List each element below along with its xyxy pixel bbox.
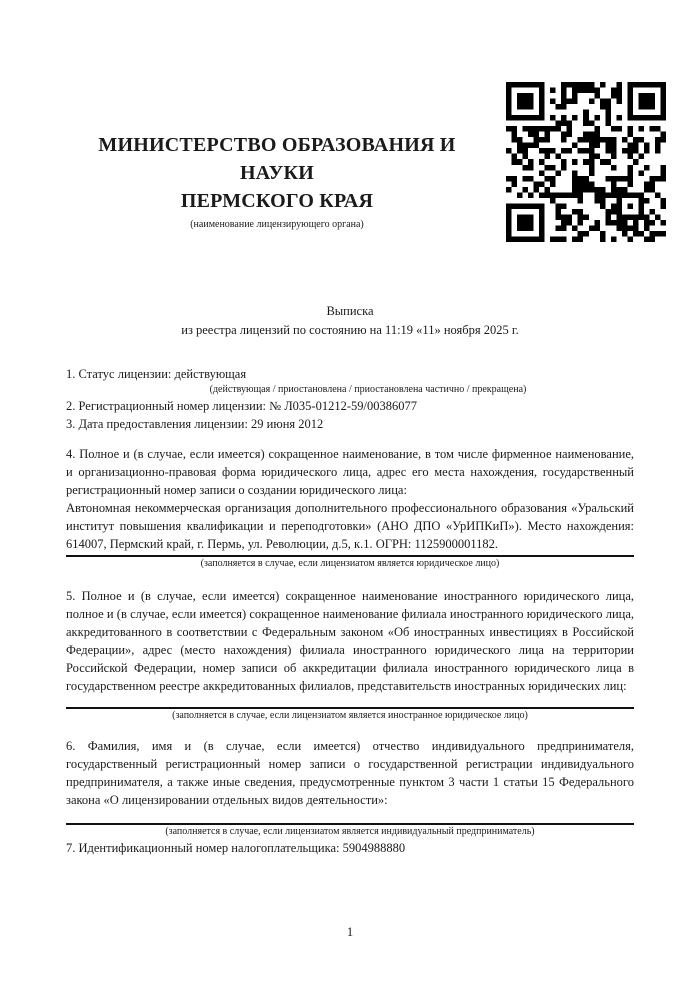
item-4-legal-entity-block	[66, 445, 634, 571]
page-number: 1	[346, 925, 354, 939]
item-4-legal-entity-value: Автономная некоммерческая организация дополнительного профессионального образования «Уральский институт повышения квалификации и переподготовки» (АНО ДПО «УрИПКиП»). Место нахождения: 614007, Пермский край, г. Пермь, ул. Революции, д.5, к.1. ОГРН: 1125900001182.	[66, 501, 634, 551]
item-5-foreign-entity-block	[66, 587, 634, 723]
item-6-entrepreneur-label: 6. Фамилия, имя и (в случае, если имеется) отчество индивидуального предпринимателя, государственный регистрационный номер записи о государственной регистрации индивидуального предпринимателя, а также иные сведения, предусмотренные пунктом 3 части 1 статьи 15 Федерального закона «О лицензировании отдельных видов деятельности»:	[66, 739, 634, 807]
item-4-fill-caption: (заполняется в случае, если лицензиатом является юридическое лицо)	[200, 558, 500, 569]
qr-code	[506, 82, 666, 242]
item-3-grant-date: 3. Дата предоставления лицензии: 29 июня 2012	[66, 417, 324, 431]
ministry-name-line1: МИНИСТЕРСТВО ОБРАЗОВАНИЯ И НАУКИ	[98, 134, 456, 184]
licensing-authority-header	[62, 131, 492, 232]
item-4-legal-entity-label: 4. Полное и (в случае, если имеется) сокращенное наименование, в том числе фирменное наименование, и организационно-правовая форма юридического лица, адрес его места нахождения, государственный регистрационный номер записи о создании юридического лица:	[66, 447, 634, 497]
ministry-name-line2: ПЕРМСКОГО КРАЯ	[180, 190, 374, 212]
item-6-fill-caption: (заполняется в случае, если лицензиатом является индивидуальный предприниматель)	[165, 826, 535, 837]
item-6-entrepreneur-block	[66, 737, 634, 839]
document-body	[66, 365, 634, 857]
item-7-taxpayer-number: 7. Идентификационный номер налогоплательщика: 5904988880	[66, 841, 406, 855]
title-line2: из реестра лицензий по состоянию на 11:19 «11» ноября 2025 г.	[181, 323, 519, 337]
item-1-license-status: 1. Статус лицензии: действующая	[66, 367, 247, 381]
document-title	[66, 302, 634, 340]
item-2-registration-number: 2. Регистрационный номер лицензии: № Л035-01212-59/00386077	[66, 399, 417, 413]
item-5-foreign-entity-label: 5. Полное и (в случае, если имеется) сокращенное наименование иностранного юридического лица, полное и (в случае, если имеется) сокращенное наименование филиала иностранного юридического лица, аккредитованного в соответствии с Федеральным законом «Об иностранных инвестициях в Российской Федерации», адрес (место нахождения) филиала иностранного юридического лица на территории Российской Федерации, номер записи об аккредитации филиала иностранного юридического лица в государственном реестре аккредитованных филиалов, представительств иностранных юридических лиц:	[66, 589, 634, 693]
item-5-fill-caption: (заполняется в случае, если лицензиатом является иностранное юридическое лицо)	[172, 710, 528, 721]
title-line1: Выписка	[326, 304, 374, 318]
licensing-authority-caption: (наименование лицензирующего органа)	[190, 219, 364, 230]
item-1-options-caption: (действующая / приостановлена / приостановлена частично / прекращена)	[209, 384, 527, 395]
